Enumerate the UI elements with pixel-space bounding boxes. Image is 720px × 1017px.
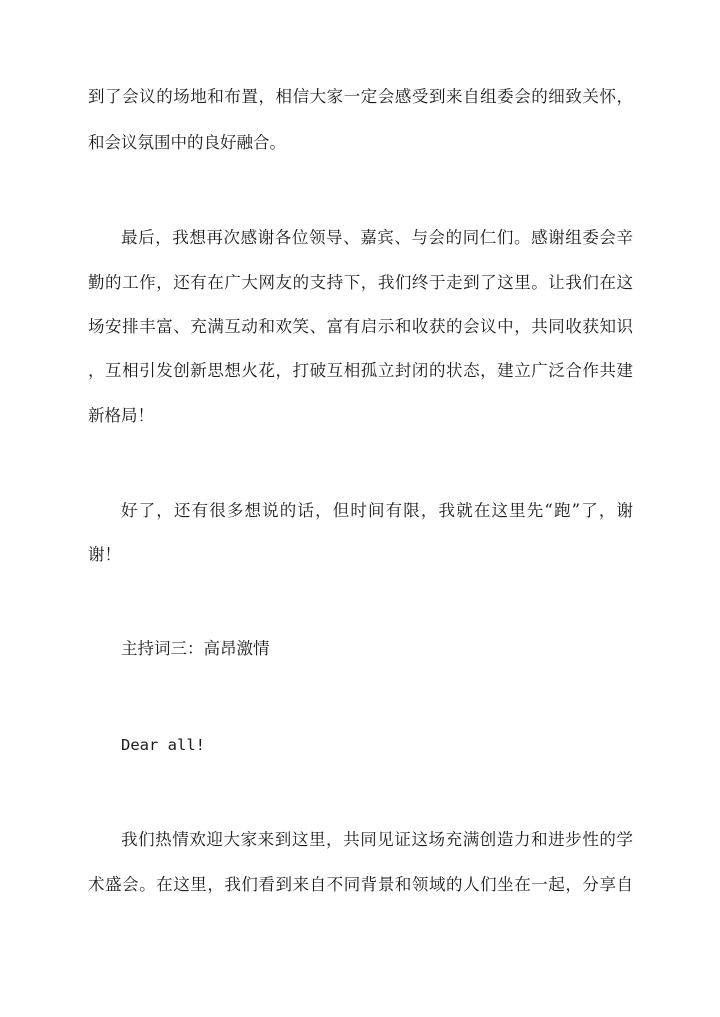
paragraph-2-line-4: ，互相引发创新思想火花，打破互相孤立封闭的状态，建立广泛合作共建 xyxy=(88,361,633,380)
paragraph-4-line-1: 我们热情欢迎大家来到这里，共同见证这场充满创造力和进步性的学 xyxy=(121,830,633,849)
greeting-line: Dear all! xyxy=(121,736,205,754)
paragraph-3-line-2: 谢！ xyxy=(88,545,121,564)
paragraph-2-line-5: 新格局！ xyxy=(88,406,154,425)
paragraph-2-line-1: 最后，我想再次感谢各位领导、嘉宾、与会的同仁们。感谢组委会辛 xyxy=(121,228,633,247)
paragraph-1-line-2: 和会议氛围中的良好融合。 xyxy=(88,133,286,152)
paragraph-2-line-3: 场安排丰富、充满互动和欢笑、富有启示和收获的会议中，共同收获知识 xyxy=(88,317,633,336)
paragraph-2-line-2: 勤的工作，还有在广大网友的支持下，我们终于走到了这里。让我们在这 xyxy=(88,273,633,292)
paragraph-4-line-2: 术盛会。在这里，我们看到来自不同背景和领域的人们坐在一起，分享自 xyxy=(88,875,633,894)
paragraph-1-line-1: 到了会议的场地和布置，相信大家一定会感受到来自组委会的细致关怀， xyxy=(88,87,633,106)
paragraph-3-line-1: 好了，还有很多想说的话，但时间有限，我就在这里先“跑”了，谢 xyxy=(121,501,633,520)
section-heading: 主持词三：高昂激情 xyxy=(121,639,270,658)
